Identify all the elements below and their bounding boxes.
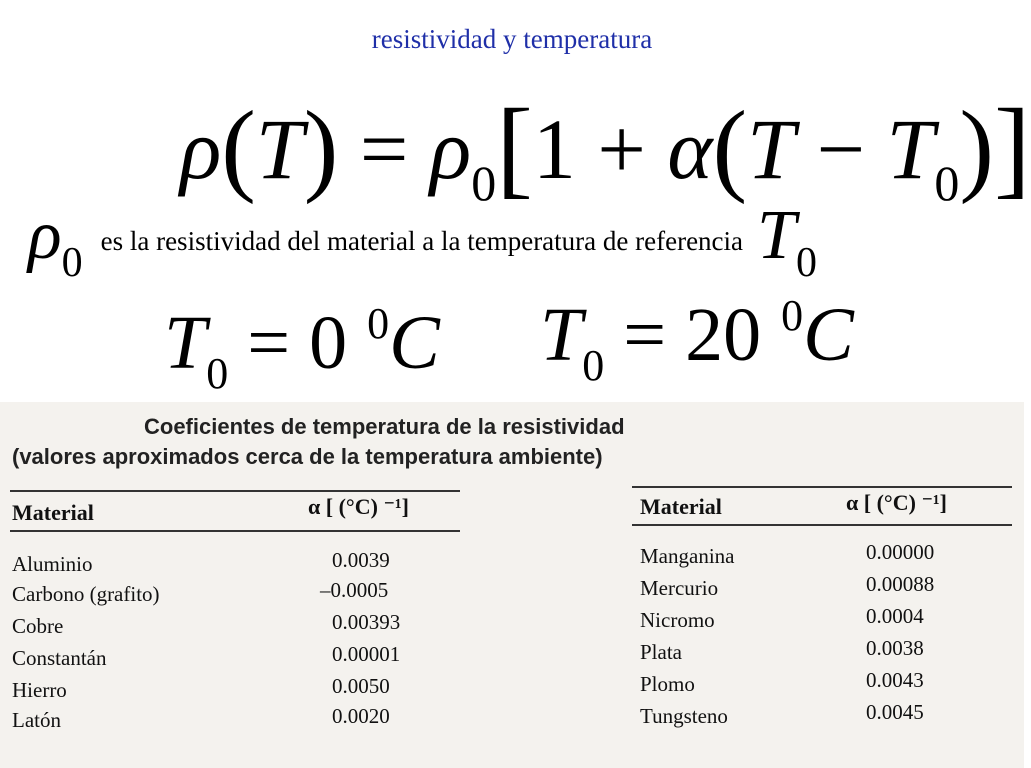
left-row-alpha: 0.0039 — [332, 548, 390, 572]
right-row-material: Tungsteno — [640, 704, 728, 728]
celsius-unit: C — [803, 293, 854, 377]
t-zero-subscript: 0 — [795, 240, 817, 286]
left-top-rule — [10, 490, 460, 492]
definition-line — [28, 196, 1008, 286]
one-digit: 1 — [532, 101, 576, 197]
left-row-material: Carbono (grafito) — [12, 582, 160, 606]
left-row-material: Latón — [12, 708, 61, 732]
degree-superscript: 0 — [367, 299, 390, 348]
rho-zero-symbol: ρ — [429, 101, 472, 197]
right-material-header: Material — [640, 494, 722, 519]
rho-zero-subscript: 0 — [61, 240, 83, 286]
right-bracket: ] — [994, 86, 1031, 208]
left-header-rule — [10, 530, 460, 532]
celsius-unit: C — [389, 301, 440, 385]
equals-sign: = — [247, 301, 291, 385]
t-zero-subscript: 0 — [934, 155, 960, 211]
rho-zero-subscript: 0 — [471, 155, 497, 211]
temp-value: 20 — [685, 293, 762, 377]
rho-zero-symbol: ρ — [28, 197, 62, 274]
right-paren: ) — [303, 90, 339, 205]
right-alpha-header: α [ (°C) ⁻¹] — [846, 490, 947, 515]
right-row-alpha: 0.0004 — [866, 604, 924, 628]
t-zero-symbol: T — [886, 101, 935, 197]
rho-symbol: ρ — [180, 101, 222, 197]
left-row-alpha: –0.0005 — [320, 578, 389, 602]
right-row-material: Nicromo — [640, 608, 715, 632]
inner-temperature-symbol: T — [747, 101, 795, 197]
definition-text: es la resistividad del material a la temperatura de referencia — [100, 226, 744, 256]
left-row-material: Hierro — [12, 678, 67, 702]
left-row-alpha: 0.00001 — [332, 642, 401, 666]
right-row-alpha: 0.00000 — [866, 540, 935, 564]
temp-value: 0 — [309, 301, 348, 385]
left-row-alpha: 0.0020 — [332, 704, 390, 728]
plus-sign: + — [597, 101, 646, 197]
left-alpha-header: α [ (°C) ⁻¹] — [308, 494, 409, 519]
left-row-alpha: 0.0050 — [332, 674, 390, 698]
left-bracket: [ — [496, 86, 533, 208]
right-row-alpha: 0.0043 — [866, 668, 924, 692]
minus-sign: − — [816, 101, 866, 197]
right-row-alpha: 0.0045 — [866, 700, 924, 724]
degree-superscript: 0 — [781, 291, 804, 340]
reference-temp-20c — [540, 291, 854, 390]
resistivity-formula — [180, 78, 1031, 211]
reference-temp-0c — [164, 299, 440, 398]
alpha-symbol: α — [667, 101, 713, 197]
right-header-rule — [632, 524, 1012, 526]
right-row-material: Plata — [640, 640, 682, 664]
t-subscript: 0 — [582, 341, 605, 390]
left-row-material: Constantán — [12, 646, 107, 670]
left-row-material: Aluminio — [12, 552, 93, 576]
inner-right-paren: ) — [959, 90, 994, 205]
table-title-line1: Coeficientes de temperatura de la resistividad — [144, 414, 625, 439]
left-row-alpha: 0.00393 — [332, 610, 401, 634]
equals-sign: = — [359, 101, 409, 197]
left-row-material: Cobre — [12, 614, 64, 638]
left-paren: ( — [221, 90, 256, 205]
inner-left-paren: ( — [712, 90, 748, 205]
t-zero-symbol: T — [757, 197, 796, 274]
right-top-rule — [632, 486, 1012, 488]
coefficients-table-scan — [0, 402, 1024, 768]
temperature-symbol: T — [255, 101, 304, 197]
left-material-header: Material — [12, 500, 94, 525]
right-row-material: Plomo — [640, 672, 695, 696]
right-row-material: Manganina — [640, 544, 735, 568]
t-symbol: T — [164, 301, 207, 385]
equals-sign: = — [623, 293, 667, 377]
right-row-alpha: 0.00088 — [866, 572, 935, 596]
t-symbol: T — [540, 293, 583, 377]
right-row-alpha: 0.0038 — [866, 636, 924, 660]
right-row-material: Mercurio — [640, 576, 719, 600]
table-title-line2: (valores aproximados cerca de la temperatura ambiente) — [12, 444, 603, 469]
slide-title: resistividad y temperatura — [371, 24, 653, 54]
t-subscript: 0 — [206, 349, 229, 398]
